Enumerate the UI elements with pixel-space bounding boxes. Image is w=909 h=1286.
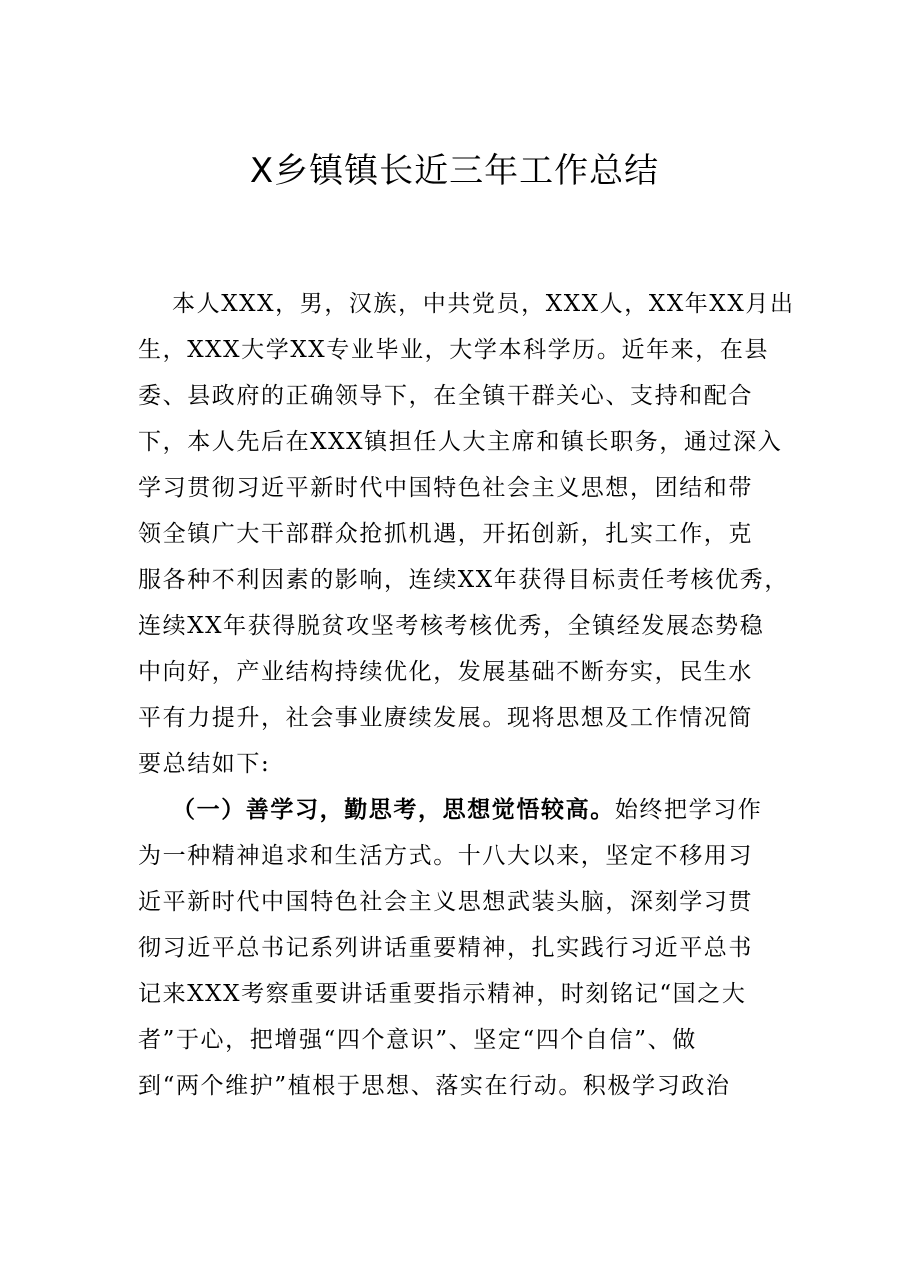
paragraph-line: 要总结如下: (138, 751, 271, 777)
paragraph-line: 记来XXX考察重要讲话重要指示精神，时刻铭记“国之大 (138, 981, 747, 1007)
paragraph-line: 委、县政府的正确领导下，在全镇干群关心、支持和配合 (138, 383, 753, 409)
section-heading-line (138, 787, 778, 833)
paragraph-line: 下，本人先后在XXX镇担任人大主席和镇长职务，通过深入 (138, 429, 783, 455)
paragraph-line: 生，XXX大学XX专业毕业，大学本科学历。近年来，在县 (138, 337, 770, 363)
paragraph-line: 学习贯彻习近平新时代中国特色社会主义思想，团结和带 (138, 475, 753, 501)
paragraph-line: 平有力提升，社会事业赓续发展。现将思想及工作情况简 (138, 705, 753, 731)
paragraph-line: 本人XXX，男，汉族，中共党员，XXX人，XX年XX月出 (172, 291, 795, 317)
paragraph-line: 近平新时代中国特色社会主义思想武装头脑，深刻学习贯 (138, 889, 753, 915)
section-heading: （一）善学习，勤思考，思想觉悟较高。 (172, 796, 615, 823)
paragraph-line: 彻习近平总书记系列讲话重要精神，扎实践行习近平总书 (138, 935, 753, 961)
paragraph-line: 到“两个维护”植根于思想、落实在行动。积极学习政治 (138, 1073, 731, 1099)
paragraph-line: 者”于心，把增强“四个意识”、坚定“四个自信”、做 (138, 1027, 697, 1053)
section-heading-rest: 始终把学习作 (614, 797, 763, 823)
paragraph-line: 领全镇广大干部群众抢抓机遇，开拓创新，扎实工作，克 (138, 521, 753, 547)
document-title: X乡镇镇长近三年工作总结 (249, 151, 660, 191)
paragraph-line: 中向好，产业结构持续优化，发展基础不断夯实，民生水 (138, 659, 753, 685)
document-body (138, 281, 795, 1109)
paragraph-line: 连续XX年获得脱贫攻坚考核考核优秀，全镇经发展态势稳 (138, 613, 765, 639)
paragraph-line: 为一种精神追求和生活方式。十八大以来，坚定不移用习 (138, 843, 753, 869)
paragraph-line: 服各种不利因素的影响，连续XX年获得目标责任考核优秀， (138, 567, 789, 593)
